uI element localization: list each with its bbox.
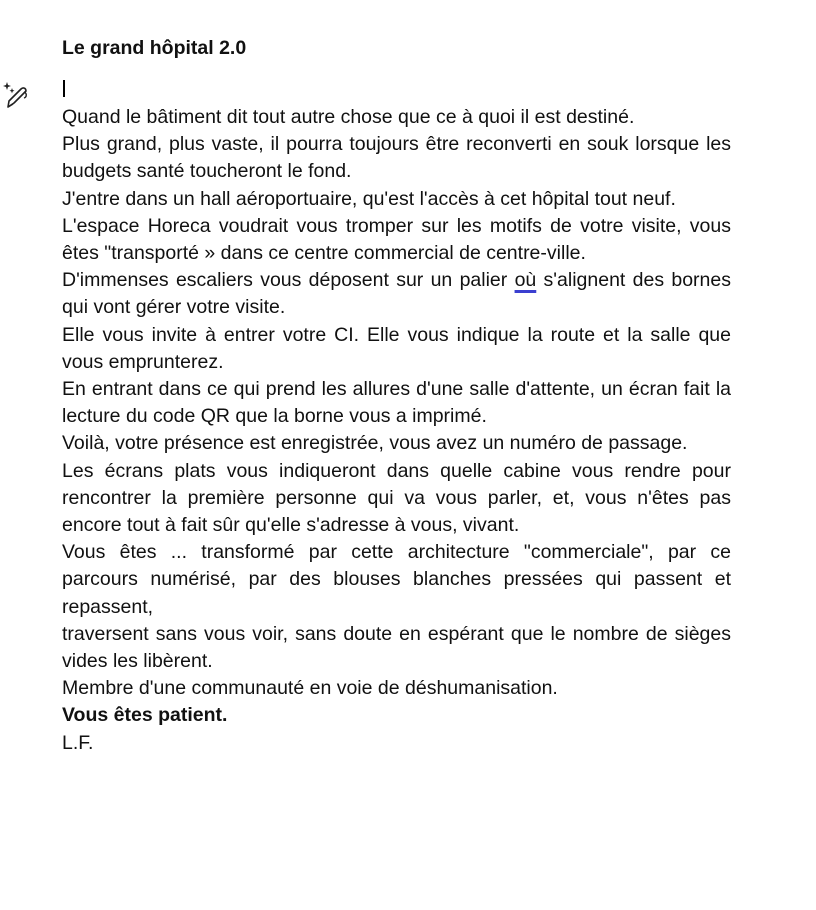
paragraph: Voilà, votre présence est enregistrée, vous avez un numéro de passage.	[62, 432, 688, 455]
ai-writing-assist-icon[interactable]	[2, 80, 30, 110]
paragraph	[62, 267, 731, 321]
paragraph: traversent sans vous voir, sans doute en espérant que le nombre de sièges vides les libèrent.	[62, 622, 731, 673]
paragraph: Quand le bâtiment dit tout autre chose que ce à quoi il est destiné.	[62, 106, 635, 128]
paragraph: Elle vous invite à entrer votre CI. Elle vous indique la route et la salle que vous emprunterez.	[62, 323, 731, 373]
paragraph: J'entre dans un hall aéroportuaire, qu'est l'accès à cet hôpital tout neuf.	[62, 187, 676, 210]
document-title: Le grand hôpital 2.0	[62, 37, 247, 59]
paragraph: Plus grand, plus vaste, il pourra toujours être reconverti en souk lorsque les budgets santé toucheront le fond.	[62, 133, 731, 183]
text-cursor	[63, 80, 65, 97]
flagged-word[interactable]: où	[514, 269, 537, 292]
closing-line: Vous êtes patient.	[62, 704, 228, 727]
paragraph: Membre d'une communauté en voie de déshumanisation.	[62, 677, 558, 700]
document-body[interactable]	[62, 34, 731, 757]
text-run: s'alignent des bornes qui vont gérer votre visite.	[62, 269, 731, 319]
text-run: D'immenses escaliers vous déposent sur un palier	[62, 269, 515, 292]
paragraph: Vous êtes ... transformé par cette architecture "commerciale", par ce parcours numérisé, par des blouses blanches pressées qui passent et repassent,	[62, 541, 731, 618]
signature: L.F.	[62, 731, 94, 754]
paragraph: Les écrans plats vous indiqueront dans quelle cabine vous rendre pour rencontrer la première personne qui va vous parler, et, vous n'êtes pas encore tout à fait sûr qu'elle s'adresse à vous, vivant.	[62, 459, 731, 537]
empty-line[interactable]	[62, 76, 731, 104]
paragraph: L'espace Horeca voudrait vous tromper sur les motifs de votre visite, vous êtes "transporté » dans ce centre commercial de centre-ville.	[62, 214, 731, 265]
paragraph: En entrant dans ce qui prend les allures d'une salle d'attente, un écran fait la lecture du code QR que la borne vous a imprimé.	[62, 378, 731, 428]
